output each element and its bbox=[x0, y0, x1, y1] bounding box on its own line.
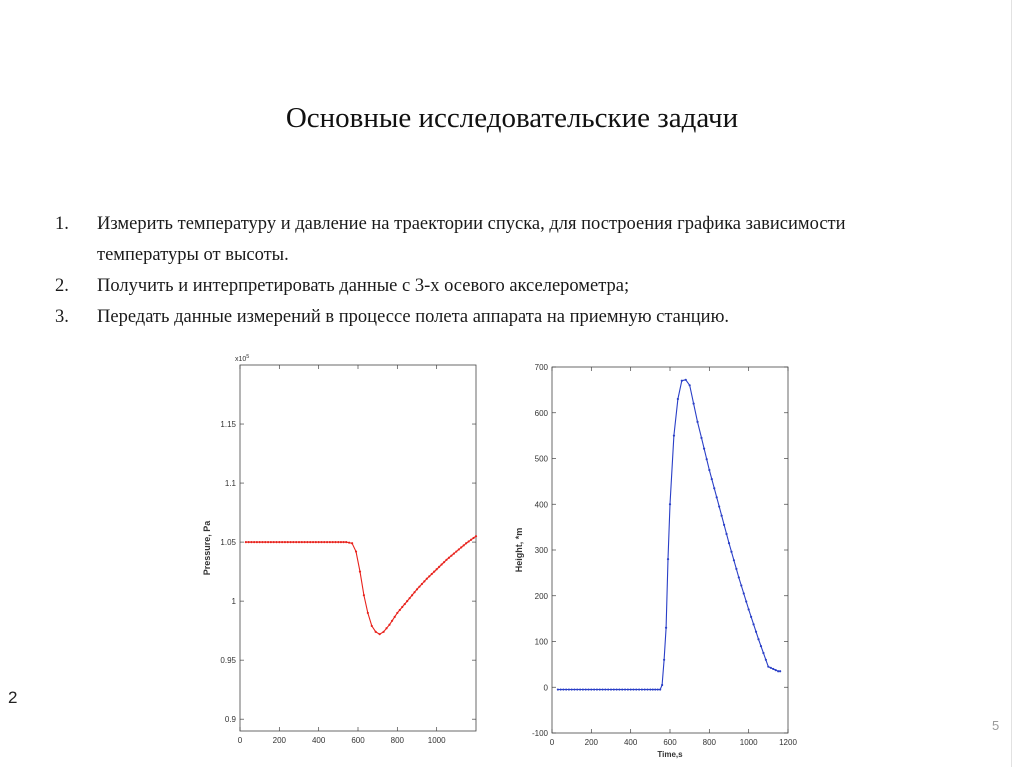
series-point bbox=[654, 688, 656, 690]
series-point bbox=[616, 688, 618, 690]
series-point bbox=[253, 541, 255, 543]
series-point bbox=[340, 541, 342, 543]
x-axis-label: Time,s bbox=[657, 750, 683, 759]
x-tick-label: 0 bbox=[549, 738, 555, 747]
series-point bbox=[295, 541, 297, 543]
series-point bbox=[306, 541, 308, 543]
y-tick-label: 700 bbox=[534, 363, 548, 372]
series-point bbox=[463, 544, 465, 546]
series-point bbox=[700, 437, 702, 439]
series-point bbox=[659, 688, 661, 690]
series-point bbox=[646, 688, 648, 690]
series-point bbox=[579, 688, 581, 690]
series-point bbox=[576, 688, 578, 690]
series-point bbox=[337, 541, 339, 543]
task-number: 3. bbox=[55, 307, 69, 327]
y-tick-label: 1.05 bbox=[220, 538, 236, 548]
series-point bbox=[445, 559, 447, 561]
series-point bbox=[413, 591, 415, 593]
series-point bbox=[665, 627, 667, 629]
series-point bbox=[261, 541, 263, 543]
series-point bbox=[289, 541, 291, 543]
plot-area bbox=[240, 365, 476, 731]
series-point bbox=[760, 645, 762, 647]
series-point bbox=[568, 688, 570, 690]
series-point bbox=[315, 541, 317, 543]
series-point bbox=[593, 688, 595, 690]
task-text: Передать данные измерений в процессе полета аппарата на приемную станцию. bbox=[97, 307, 730, 327]
y-tick-label: 300 bbox=[534, 546, 548, 555]
series-point bbox=[371, 625, 373, 627]
series-point bbox=[312, 541, 314, 543]
series-point bbox=[418, 586, 420, 588]
series-point bbox=[601, 688, 603, 690]
series-point bbox=[587, 688, 589, 690]
side-number: 2 bbox=[8, 688, 18, 707]
series-point bbox=[304, 541, 306, 543]
x-tick-label: 1000 bbox=[739, 738, 758, 747]
series-point bbox=[423, 580, 425, 582]
series-point bbox=[309, 541, 311, 543]
series-point bbox=[590, 688, 592, 690]
series-point bbox=[433, 571, 435, 573]
series-point bbox=[301, 541, 303, 543]
y-tick-label: -100 bbox=[531, 729, 548, 738]
pressure-chart-svg bbox=[203, 351, 485, 751]
series-point bbox=[388, 624, 390, 626]
series-point bbox=[708, 469, 710, 471]
series-point bbox=[421, 583, 423, 585]
series-point bbox=[667, 558, 669, 560]
series-point bbox=[355, 550, 357, 552]
series-point bbox=[607, 688, 609, 690]
series-point bbox=[281, 541, 283, 543]
series-point bbox=[391, 620, 393, 622]
series-point bbox=[585, 688, 587, 690]
plot-area bbox=[552, 367, 788, 733]
series-point bbox=[750, 616, 752, 618]
series-point bbox=[777, 670, 779, 672]
series-point bbox=[716, 496, 718, 498]
series-point bbox=[348, 542, 350, 544]
series-point bbox=[278, 541, 280, 543]
series-point bbox=[641, 688, 643, 690]
task-text: Измерить температуру и давление на траектории спуска, для построения графика зависимости температуры от высоты. bbox=[97, 214, 846, 265]
x-tick-label: 0 bbox=[237, 736, 243, 745]
series-point bbox=[673, 435, 675, 437]
y-tick-label: 100 bbox=[534, 637, 548, 647]
y-tick-label: 500 bbox=[534, 454, 548, 464]
series-point bbox=[250, 541, 252, 543]
series-point bbox=[468, 540, 470, 542]
series-point bbox=[256, 541, 258, 543]
series-point bbox=[630, 688, 632, 690]
series-point bbox=[748, 608, 750, 610]
series-point bbox=[560, 688, 562, 690]
series-point bbox=[644, 688, 646, 690]
x-tick-label: 800 bbox=[702, 738, 717, 747]
series-point bbox=[693, 403, 695, 405]
task-number: 2. bbox=[55, 276, 69, 296]
series-point bbox=[689, 384, 691, 386]
series-point bbox=[624, 688, 626, 690]
x-tick-label: 800 bbox=[390, 736, 405, 745]
x-tick-label: 200 bbox=[272, 736, 287, 745]
series-point bbox=[582, 688, 584, 690]
series-point bbox=[248, 541, 250, 543]
series-point bbox=[259, 541, 261, 543]
series-point bbox=[745, 600, 747, 602]
series-point bbox=[765, 659, 767, 661]
series-point bbox=[772, 668, 774, 670]
series-point bbox=[735, 568, 737, 570]
x-tick-label: 400 bbox=[623, 738, 638, 747]
series-point bbox=[703, 447, 705, 449]
series-point bbox=[367, 612, 369, 614]
series-point bbox=[323, 541, 325, 543]
series-point bbox=[453, 553, 455, 555]
series-point bbox=[409, 597, 411, 599]
series-point bbox=[613, 688, 615, 690]
series-point bbox=[275, 541, 277, 543]
series-point bbox=[245, 541, 247, 543]
series-point bbox=[638, 688, 640, 690]
series-point bbox=[436, 568, 438, 570]
y-multiplier: $x10^5$ bbox=[235, 354, 250, 363]
series-point bbox=[440, 563, 442, 565]
series-point bbox=[733, 559, 735, 561]
series-point bbox=[416, 588, 418, 590]
series-point bbox=[385, 627, 387, 629]
y-tick-label: 1 bbox=[231, 597, 236, 607]
y-tick-label: 200 bbox=[534, 591, 548, 601]
series-point bbox=[396, 612, 398, 614]
slide-title: Основные исследовательские задачи bbox=[285, 102, 739, 134]
series-point bbox=[596, 688, 598, 690]
series-point bbox=[438, 566, 440, 568]
task-number: 1. bbox=[55, 214, 69, 234]
series-point bbox=[706, 458, 708, 460]
series-point bbox=[332, 541, 334, 543]
series-point bbox=[292, 541, 294, 543]
series-point bbox=[663, 659, 665, 661]
series-point bbox=[757, 638, 759, 640]
task-item bbox=[55, 271, 935, 302]
series-point bbox=[334, 541, 336, 543]
series-point bbox=[287, 541, 289, 543]
series-point bbox=[394, 616, 396, 618]
series-point bbox=[342, 541, 344, 543]
series-point bbox=[326, 541, 328, 543]
series-point bbox=[273, 541, 275, 543]
series-point bbox=[443, 561, 445, 563]
series-point bbox=[725, 533, 727, 535]
series-point bbox=[329, 541, 331, 543]
series-point bbox=[718, 505, 720, 507]
series-point bbox=[320, 541, 322, 543]
series-point bbox=[270, 541, 272, 543]
series-point bbox=[618, 688, 620, 690]
series-point bbox=[284, 541, 286, 543]
series-point bbox=[345, 541, 347, 543]
x-tick-label: 200 bbox=[584, 738, 599, 747]
y-tick-label: 0.95 bbox=[220, 656, 236, 666]
y-tick-label: 0.9 bbox=[224, 715, 236, 725]
series-point bbox=[267, 541, 269, 543]
series-point bbox=[404, 603, 406, 605]
series-point bbox=[448, 557, 450, 559]
x-tick-label: 600 bbox=[351, 736, 365, 745]
x-tick-label: 400 bbox=[311, 736, 326, 745]
y-tick-label: 0 bbox=[543, 683, 548, 693]
series-point bbox=[264, 541, 266, 543]
y-axis-label: Height, *m bbox=[514, 527, 524, 573]
series-point bbox=[455, 550, 457, 552]
series-point bbox=[351, 542, 353, 544]
pressure-chart bbox=[203, 351, 485, 751]
series-point bbox=[632, 688, 634, 690]
series-point bbox=[770, 667, 772, 669]
series-point bbox=[450, 555, 452, 557]
series-point bbox=[599, 688, 601, 690]
series-point bbox=[431, 573, 433, 575]
series-point bbox=[426, 578, 428, 580]
series-point bbox=[661, 684, 663, 686]
series-point bbox=[730, 551, 732, 553]
series-point bbox=[627, 688, 629, 690]
series-point bbox=[379, 633, 381, 635]
series-point bbox=[475, 535, 477, 537]
series-point bbox=[669, 503, 671, 505]
series-point bbox=[713, 487, 715, 489]
series-point bbox=[298, 541, 300, 543]
series-point bbox=[779, 670, 781, 672]
series-point bbox=[571, 688, 573, 690]
series-point bbox=[738, 576, 740, 578]
y-tick-label: 1.1 bbox=[224, 479, 236, 489]
x-tick-label: 1200 bbox=[779, 738, 797, 747]
series-point bbox=[359, 571, 361, 573]
series-point bbox=[610, 688, 612, 690]
series-point bbox=[657, 688, 659, 690]
series-point bbox=[762, 652, 764, 654]
series-point bbox=[399, 609, 401, 611]
series-point bbox=[411, 594, 413, 596]
height-chart-svg bbox=[516, 337, 804, 767]
series-point bbox=[649, 688, 651, 690]
series-point bbox=[767, 666, 769, 668]
series-point bbox=[752, 623, 754, 625]
series-point bbox=[743, 592, 745, 594]
series-point bbox=[375, 631, 377, 633]
series-point bbox=[681, 380, 683, 382]
series-point bbox=[406, 600, 408, 602]
series-point bbox=[465, 542, 467, 544]
task-item bbox=[55, 302, 935, 333]
series-point bbox=[472, 537, 474, 539]
series-point bbox=[685, 379, 687, 381]
task-list bbox=[55, 209, 935, 333]
series-point bbox=[562, 688, 564, 690]
page-number: 5 bbox=[992, 718, 1000, 733]
series-point bbox=[458, 548, 460, 550]
series-point bbox=[677, 398, 679, 400]
y-tick-label: 400 bbox=[534, 500, 548, 510]
height-chart bbox=[516, 337, 804, 767]
series-point bbox=[711, 478, 713, 480]
series-point bbox=[740, 584, 742, 586]
series-point bbox=[382, 631, 384, 633]
series-point bbox=[318, 541, 320, 543]
series-point bbox=[728, 542, 730, 544]
series-point bbox=[775, 669, 777, 671]
series-point bbox=[428, 575, 430, 577]
series-point bbox=[363, 594, 365, 596]
x-tick-label: 600 bbox=[663, 738, 677, 747]
y-tick-label: 1.15 bbox=[220, 420, 236, 430]
series-point bbox=[401, 606, 403, 608]
series-point bbox=[721, 515, 723, 517]
series-point bbox=[604, 688, 606, 690]
series-point bbox=[460, 546, 462, 548]
series-point bbox=[635, 688, 637, 690]
series-point bbox=[652, 688, 654, 690]
series-point bbox=[755, 631, 757, 633]
series-point bbox=[557, 688, 559, 690]
series-point bbox=[621, 688, 623, 690]
task-item bbox=[55, 209, 935, 271]
series-point bbox=[573, 688, 575, 690]
series-point bbox=[470, 539, 472, 541]
series-point bbox=[565, 688, 567, 690]
series-point bbox=[723, 524, 725, 526]
x-tick-label: 1000 bbox=[427, 736, 446, 745]
y-tick-label: 600 bbox=[534, 408, 548, 418]
task-text: Получить и интерпретировать данные с 3-х осевого акселерометра; bbox=[97, 276, 630, 296]
series-point bbox=[696, 421, 698, 423]
y-axis-label: Pressure, Pa bbox=[202, 520, 212, 576]
